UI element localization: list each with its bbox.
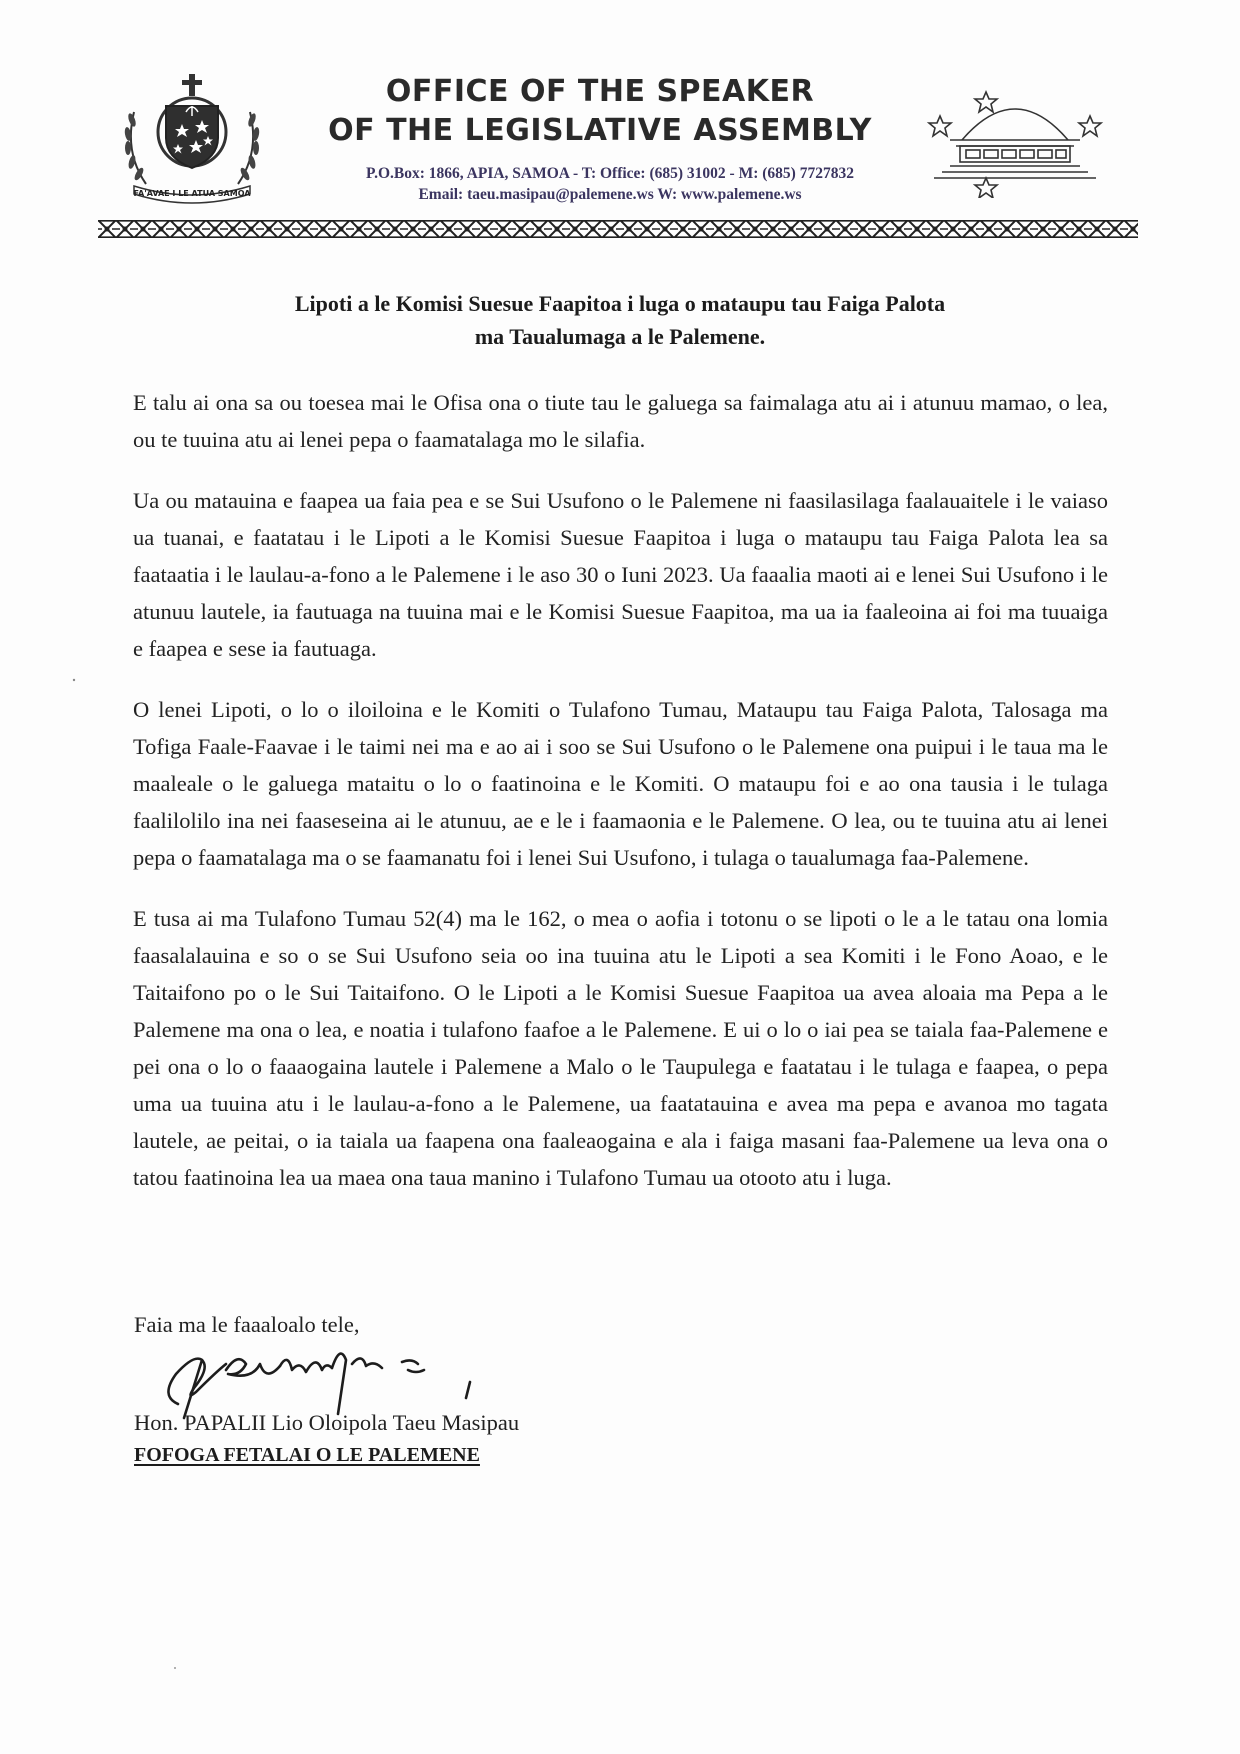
office-title-line1: OFFICE OF THE SPEAKER <box>385 74 815 109</box>
body-paragraph-4: E tusa ai ma Tulafono Tumau 52(4) ma le 162, o mea o aofia i totonu o se lipoti o le a le tatau ona lomia faasalalauina e so o se Sui Usufono seia oo ina tuuina atu le Lipoti a sea Komiti i le Fono Aoao, e le Taitaifono po o le Sui Taitaifono. O le Lipoti a le Komisi Suesue Faapitoa ua avea aloaia ma Pepa a le Palemene ma ona o lea, e noatia i tulafono faafoe a le Palemene. E ui o lo o iai pea se taiala faa-Palemene e pei ona o lo o faaaogaina lautele i Palemene a Malo o le Taupulega e faatatau i le tulaga e faapea, o pepa uma ua tuuina atu i le laulau-a-fono a le Palemene, ua faatatauina e avea ma pepa e avanoa mo tagata lautele, ae peitai, o ia taiala ua faapena ona faaleaogaina e ala i faiga masani faa-Palemene ua leva ona o tatou faatinoina lea ua maea ona taua manino i Tulafono Tumau ua otooto atu i luga. <box>133 906 1108 1190</box>
handwritten-signature <box>156 1330 486 1420</box>
office-title-line2: OF THE LEGISLATIVE ASSEMBLY <box>328 113 872 148</box>
document-title-line2: ma Taualumaga a le Palemene. <box>474 324 766 349</box>
letter-body <box>133 384 1108 1196</box>
crest-motto-text: FA'AVAE I LE ATUA SAMOA <box>133 189 251 198</box>
samoa-crest-icon <box>116 72 268 204</box>
decorative-pattern-border <box>98 220 1138 238</box>
signer-title: FOFOGA FETALAI O LE PALEMENE <box>134 1444 480 1466</box>
contact-address-phone: P.O.Box: 1866, APIA, SAMOA - T: Office: (685) 31002 - M: (685) 7727832 <box>366 165 854 182</box>
signer-name: Hon. PAPALII Lio Oloipola Taeu Masipau <box>134 1410 520 1435</box>
legislative-building-icon <box>926 82 1104 198</box>
closing-salutation: Faia ma le faaaloalo tele, <box>134 1312 360 1337</box>
document-title-line1: Lipoti a le Komisi Suesue Faapitoa i luga o mataupu tau Faiga Palota <box>294 291 946 316</box>
body-paragraph-1: E talu ai ona sa ou toesea mai le Ofisa ona o tiute tau le galuega sa faimalaga atu ai i atunuu mamao, o lea, ou te tuuina atu ai lenei pepa o faamatalaga mo le silafia. <box>133 390 1108 452</box>
body-paragraph-3: O lenei Lipoti, o lo o iloiloina e le Komiti o Tulafono Tumau, Mataupu tau Faiga Palota, Talosaga ma Tofiga Faale-Faavae i le taimi nei ma e ao ai i soo se Sui Usufono o le Palemene ona puipui i le taua ma le maaleale o le galuega mataitu o lo o faatinoina e le Komiti. O mataupu foi e ao ona tausia i le tulaga faalilolilo ina nei faaseseina ai le atunuu, ae e le i faamaonia e le Palemene. O lea, ou te tuuina atu ai lenei pepa o faamatalaga ma o se faamanatu foi i lenei Sui Usufono, i tulaga o taualumaga faa-Palemene. <box>133 697 1108 870</box>
contact-email-web: Email: taeu.masipau@palemene.ws W: www.palemene.ws <box>418 186 802 203</box>
body-paragraph-2: Ua ou matauina e faapea ua faia pea e se Sui Usufono o le Palemene ni faasilasilaga faalauaitele i le vaiaso ua tuanai, e faatatau i le Lipoti a le Komisi Suesue Faapitoa i luga o mataupu tau Faiga Palota lea sa faataatia i le laulau-a-fono a le Palemene i le aso 30 o Iuni 2023. Ua faaalia maoti ai e lenei Sui Usufono i le atunuu lautele, ia fautuaga na tuuina mai e le Komisi Suesue Faapitoa, ma ua ia faaleoina ai foi ma tuuaiga e faapea e sese ia fautuaga. <box>133 488 1108 661</box>
